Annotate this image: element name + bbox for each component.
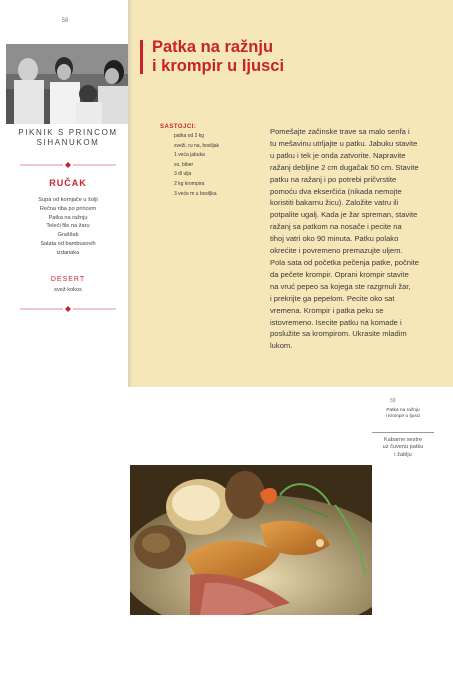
- method-line: istovremeno. Isecite patku na komade i: [270, 317, 402, 327]
- section-title: PIKNIK S PRINCOM SIHANUKOM: [18, 128, 118, 147]
- menu-item: Graššak: [57, 232, 79, 239]
- page-number: 58: [61, 18, 69, 24]
- menu-item: Patka na ražnju: [48, 214, 88, 221]
- dessert-item: svež kokos: [54, 287, 82, 293]
- historic-photo-image: [6, 44, 130, 124]
- title-accent-bar: [140, 40, 143, 74]
- method-line: vremena. Krompir i patka peku se: [270, 305, 384, 315]
- recipe-title-line: i krompir u ljusci: [152, 57, 285, 75]
- ingredients-heading: SASTOJCI:: [160, 124, 197, 130]
- photo-caption: [366, 437, 440, 459]
- caption-line: i žablju: [394, 451, 412, 458]
- method-line: lukom.: [270, 341, 293, 351]
- menu-list: [6, 196, 130, 258]
- menu-item: Salata od bambusovih: [40, 240, 96, 247]
- side-title: [368, 408, 438, 420]
- ingredient-item: sveži, ru na, bosiljak: [174, 142, 220, 149]
- ingredient-item: 3 dl ulja: [174, 171, 192, 178]
- method-line: pomoću dva ekserčića (nikada nemojte: [270, 186, 402, 196]
- method-line: tihoj vatri oko 90 minuta. Patku polako: [270, 234, 399, 244]
- menu-item: Rečna riba po princem: [39, 205, 97, 212]
- divider-diamond: [20, 162, 116, 168]
- method-line: ražanj debljine 2 cm dugačak 50 cm. Stavite: [270, 162, 419, 172]
- roast-duck-image: [130, 465, 372, 615]
- method-line: Pomešajte začinske trave sa malo senfa i: [270, 127, 410, 136]
- ingredients-list: [174, 132, 264, 199]
- historic-photo: [6, 44, 130, 124]
- divider-diamond: [20, 306, 116, 312]
- menu-heading: RUČAK: [49, 178, 87, 188]
- page-gutter: [128, 0, 132, 387]
- method-text: [270, 126, 448, 352]
- ingredient-item: 2 kg krompira: [174, 180, 205, 187]
- method-line: ražanj sa patkom na nosače i pecite na: [270, 222, 402, 232]
- method-line: poslužite sa krompirom. Ukrasite mladim: [270, 329, 407, 339]
- side-title-line: i krompir u ljusci: [385, 414, 421, 419]
- recipe-title: [152, 38, 402, 76]
- caption-line: uz čuvenu patku: [382, 444, 424, 451]
- menu-item: Teleći file na žaru: [46, 223, 90, 230]
- method-line: na vruć pepeo sa kojega ste razgrnuli žar,: [270, 281, 411, 291]
- method-line: tu mešavinu utrljajte u patku. Jabuku stavite: [270, 138, 418, 148]
- side-divider: [372, 432, 434, 433]
- method-line: okrećite i povremeno premazujte uljem.: [270, 246, 403, 256]
- menu-item: Supa od kornjače u šolji: [38, 197, 98, 203]
- side-title-line: Patka na ražnju: [386, 408, 420, 413]
- food-photo: [130, 465, 372, 615]
- ingredient-item: 3 veće m u bosiljka: [174, 190, 217, 197]
- ingredient-item: so, biber: [174, 161, 194, 168]
- caption-line: Kabarne sestre: [384, 437, 422, 443]
- ingredient-item: 1 veća jabuka: [174, 152, 205, 159]
- menu-item: izdanaka: [56, 249, 80, 256]
- method-line: i prekrijte ga pepelom. Pecite oko sat: [270, 293, 395, 303]
- recipe-title-line: Patka na ražnju: [152, 38, 274, 56]
- ingredient-item: patka od 2 kg: [174, 133, 205, 139]
- method-line: patku na ražanj i po potrebi pričvrstite: [270, 174, 397, 184]
- dessert-heading: DESERT: [50, 276, 86, 283]
- method-line: u patku i tek je onda zatvorite. Napravite: [270, 150, 406, 160]
- method-line: da pečete krompir. Oprani krompir stavite: [270, 269, 409, 279]
- method-line: koristiti bakarnu žicu). Založite vatru ili: [270, 198, 399, 208]
- page-number: 59: [390, 398, 396, 404]
- method-line: Pola sata od početka pečenja patke, počnite: [270, 257, 420, 267]
- method-line: potpalite ugalj. Kada je žar spreman, stavite: [270, 210, 418, 220]
